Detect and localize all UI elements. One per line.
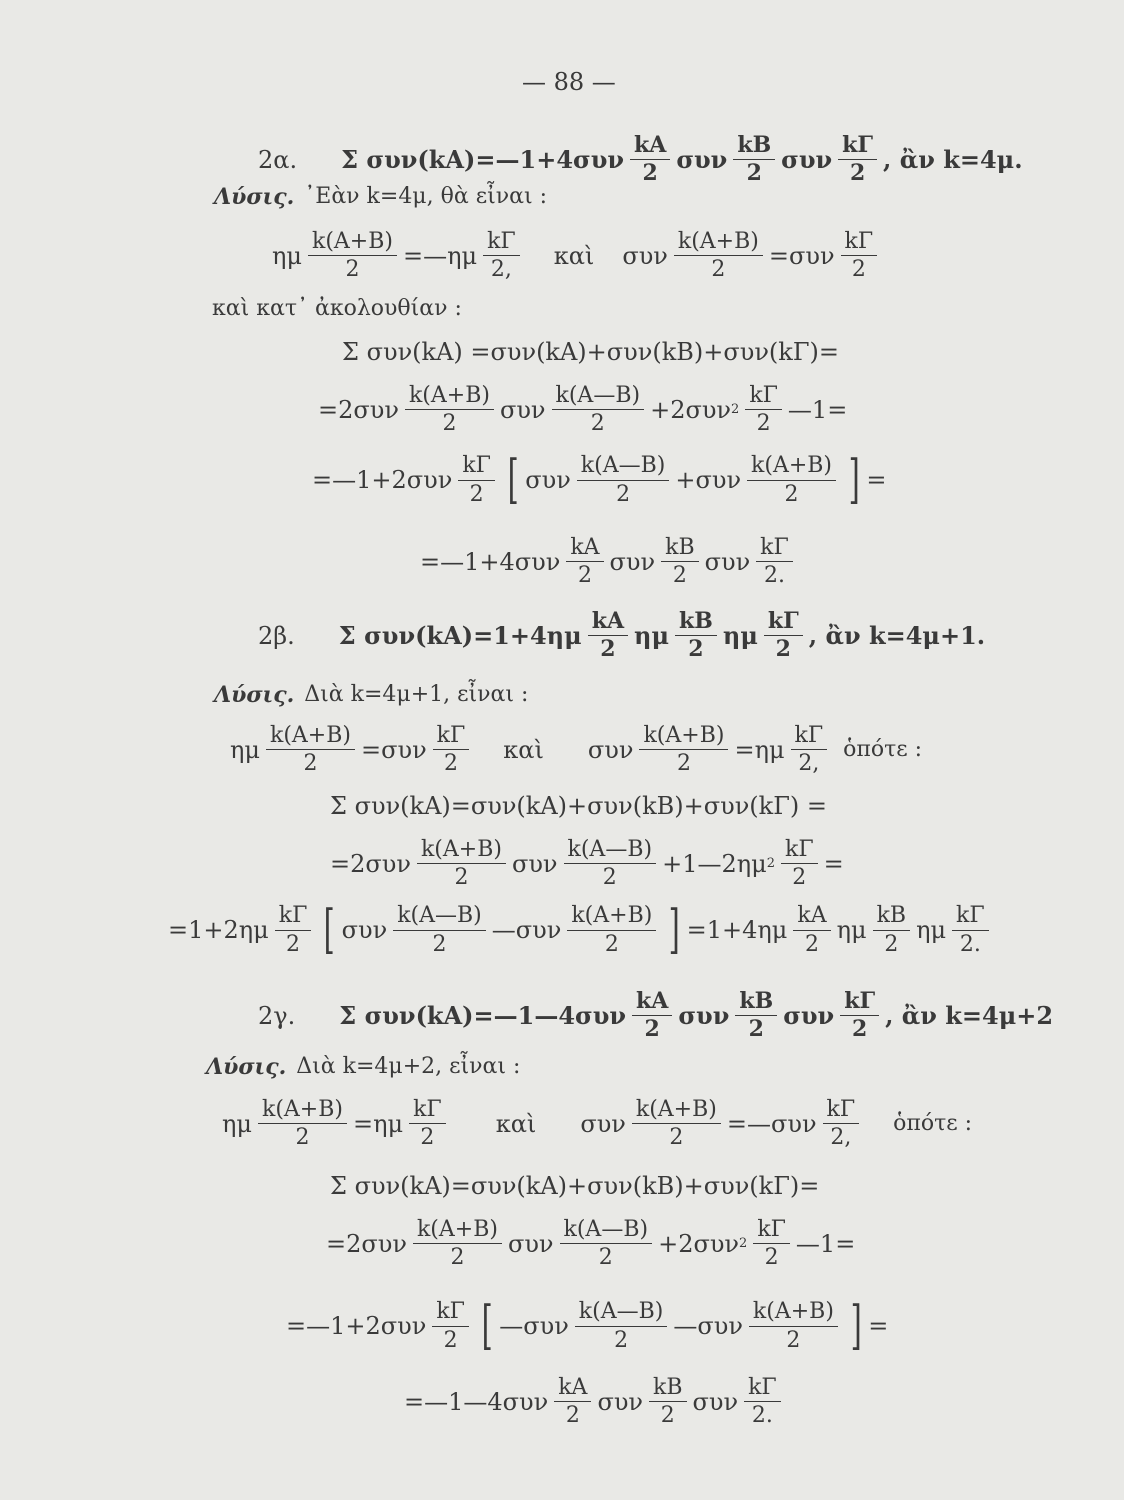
fraction: $\frac{kA}{2}$ (566, 536, 603, 587)
fraction: $\frac{k\Gamma}{2}$ (745, 384, 782, 435)
condition-text: , ἂν k=4μ. (883, 144, 1023, 174)
fraction: $\frac{k\Gamma}{2}$ (433, 724, 470, 775)
fraction: $\frac{k(A+B)}{2}$ (567, 904, 656, 955)
title-text: συν (783, 1000, 835, 1030)
section-2b-eq3: =1+2ημ $\frac{k\Gamma}{2}$ [ συν $\frac{k(A—B)}{2}$ —συν $\frac{k(A+B)}{2}$ ] =1+4ημ $\frac{kA}{2}$ ημ $\frac{kB}{2}$ ημ $\frac{k\Gamma}{2.}$ (168, 904, 995, 956)
title-text: συν (781, 144, 833, 174)
section-2a-lysis (214, 186, 547, 208)
fraction: $\frac{k\Gamma}{2}$ (458, 454, 495, 505)
fraction: $\frac{k(A+B)}{2}$ (405, 384, 494, 435)
right-bracket: ] (668, 900, 681, 960)
lysis-text: Διὰ k=4μ+1, εἶναι : (304, 682, 529, 707)
page-number: — 88 — (522, 68, 616, 96)
left-bracket: [ (507, 450, 519, 510)
fraction: $\frac{k\Gamma}{2,}$ (823, 1098, 860, 1149)
section-label: 2γ. (258, 1001, 296, 1030)
fraction: $\frac{kA}{2}$ (554, 1376, 591, 1427)
condition-text: , ἂν k=4μ+1. (808, 620, 986, 650)
fraction: $\frac{kB}{2}$ (873, 904, 911, 955)
right-bracket: ] (848, 450, 860, 510)
fraction: $\frac{k\Gamma}{2.}$ (744, 1376, 781, 1427)
section-label: 2α. (258, 145, 298, 174)
lysis-text: Διὰ k=4μ+2, εἶναι : (296, 1054, 521, 1079)
fraction: $\frac{k\Gamma}{2.}$ (952, 904, 989, 955)
fraction: $\frac{k(A+B)}{2}$ (747, 454, 836, 505)
right-bracket: ] (850, 1296, 862, 1356)
fraction: $\frac{k(A—B)}{2}$ (564, 838, 657, 889)
fraction: $\frac{k\Gamma}{2.}$ (756, 536, 793, 587)
left-bracket: [ (323, 900, 336, 960)
fraction: $\frac{k(A—B)}{2}$ (552, 384, 645, 435)
fraction: $\frac{kA}{2}$ (588, 610, 628, 661)
lysis-label: Λύσις. (214, 184, 295, 210)
title-text: Σ συν(kA)=—1+4συν (341, 144, 625, 174)
fraction: $\frac{k(A—B)}{2}$ (393, 904, 486, 955)
fraction: $\frac{k\Gamma}{2}$ (840, 990, 879, 1041)
fraction: $\frac{k\Gamma}{2}$ (753, 1218, 790, 1269)
fraction: $\frac{k\Gamma}{2,}$ (791, 724, 828, 775)
section-label: 2β. (258, 621, 295, 650)
section-2b-eq2: =2συν $\frac{k(A+B)}{2}$ συν $\frac{k(A—B)}{2}$ +1—2ημ 2 $\frac{k\Gamma}{2}$ = (330, 837, 844, 891)
section-2b-lysis (214, 684, 528, 706)
fraction: $\frac{k(A—B)}{2}$ (577, 454, 670, 505)
section-2c-eq2: =2συν $\frac{k(A+B)}{2}$ συν $\frac{k(A—B)}{2}$ +2συν 2 $\frac{k\Gamma}{2}$ —1= (326, 1217, 856, 1271)
fraction: $\frac{k(A+B)}{2}$ (632, 1098, 721, 1149)
title-text: ημ (722, 620, 758, 650)
fraction: $\frac{kA}{2}$ (793, 904, 830, 955)
fraction: $\frac{k\Gamma}{2}$ (764, 610, 803, 661)
fraction: $\frac{k(A+B)}{2}$ (639, 724, 728, 775)
fraction: $\frac{k(A+B)}{2}$ (258, 1098, 347, 1149)
lysis-text: ᾽Εὰν k=4μ, θὰ εἶναι : (304, 184, 547, 209)
fraction: $\frac{k(A+B)}{2}$ (674, 230, 763, 281)
fraction: $\frac{k\Gamma}{2}$ (781, 838, 818, 889)
fraction: $\frac{k\Gamma}{2}$ (432, 1300, 469, 1351)
fraction: $\frac{kB}{2}$ (675, 610, 717, 661)
kai-kat-akolouthian: καὶ κατ᾽ ἀκολουθίαν : (212, 296, 462, 321)
fraction: $\frac{k(A+B)}{2}$ (749, 1300, 838, 1351)
section-2a-eq2: =2συν $\frac{k(A+B)}{2}$ συν $\frac{k(A—B)}{2}$ +2συν 2 $\frac{k\Gamma}{2}$ —1= (318, 383, 848, 437)
fraction: $\frac{k(A+B)}{2}$ (308, 230, 397, 281)
title-text: συν (676, 144, 728, 174)
fraction: $\frac{k(A+B)}{2}$ (417, 838, 506, 889)
fraction: $\frac{k\Gamma}{2}$ (275, 904, 312, 955)
title-text: Σ συν(kA)=1+4ημ (338, 620, 582, 650)
fraction: $\frac{kB}{2}$ (733, 134, 775, 185)
fraction: $\frac{k\Gamma}{2}$ (841, 230, 878, 281)
fraction: $\frac{kA}{2}$ (632, 990, 672, 1041)
section-2a-eq4: =—1+4συν $\frac{kA}{2}$ συν $\frac{kB}{2}$ συν $\frac{k\Gamma}{2.}$ (420, 536, 799, 587)
section-2a-eq1: Σ συν(kA) =συν(kA)+συν(kB)+συν(kΓ)= (342, 338, 839, 366)
title-text: Σ συν(kA)=—1—4συν (339, 1000, 627, 1030)
left-bracket: [ (481, 1296, 493, 1356)
fraction: $\frac{k(A+B)}{2}$ (266, 724, 355, 775)
section-2c-eq1: Σ συν(kA)=συν(kA)+συν(kB)+συν(kΓ)= (330, 1172, 820, 1200)
fraction: $\frac{k(A+B)}{2}$ (413, 1218, 502, 1269)
section-2a-eq3: =—1+2συν $\frac{k\Gamma}{2}$ [ συν $\frac{k(A—B)}{2}$ +συν $\frac{k(A+B)}{2}$ ] = (312, 450, 887, 510)
section-2a-title (258, 134, 1023, 185)
section-2c-eq4: =—1—4συν $\frac{kA}{2}$ συν $\frac{kB}{2}$ συν $\frac{k\Gamma}{2.}$ (404, 1376, 787, 1427)
condition-text: , ἂν k=4μ+2 (885, 1000, 1054, 1030)
section-2a-line1: ημ $\frac{k(A+B)}{2}$ =—ημ $\frac{k\Gamma}{2,}$ καὶ συν $\frac{k(A+B)}{2}$ =συν $\frac{k\Gamma}{2}$ (272, 230, 883, 281)
section-2b-line1: ημ $\frac{k(A+B)}{2}$ =συν $\frac{k\Gamma}{2}$ καὶ συν $\frac{k(A+B)}{2}$ =ημ $\frac{k\Gamma}{2,}$ ὁπότε : (230, 723, 923, 777)
fraction: $\frac{k\Gamma}{2}$ (838, 134, 877, 185)
fraction: $\frac{kA}{2}$ (630, 134, 670, 185)
fraction: $\frac{kB}{2}$ (661, 536, 699, 587)
section-2c-lysis (206, 1056, 520, 1078)
fraction: $\frac{k\Gamma}{2,}$ (483, 230, 520, 281)
section-2c-title (258, 990, 1053, 1041)
section-2b-title (258, 610, 985, 661)
lysis-label: Λύσις. (214, 682, 295, 708)
section-2b-eq1: Σ συν(kA)=συν(kA)+συν(kB)+συν(kΓ) = (330, 792, 827, 820)
lysis-label: Λύσις. (206, 1054, 287, 1080)
fraction: $\frac{kB}{2}$ (649, 1376, 687, 1427)
fraction: $\frac{kB}{2}$ (735, 990, 777, 1041)
section-2c-eq3: =—1+2συν $\frac{k\Gamma}{2}$ [ —συν $\frac{k(A—B)}{2}$ —συν $\frac{k(A+B)}{2}$ ] = (286, 1296, 889, 1356)
fraction: $\frac{k(A—B)}{2}$ (560, 1218, 653, 1269)
fraction: $\frac{k(A—B)}{2}$ (575, 1300, 668, 1351)
fraction: $\frac{k\Gamma}{2}$ (409, 1098, 446, 1149)
section-2c-line1: ημ $\frac{k(A+B)}{2}$ =ημ $\frac{k\Gamma}{2}$ καὶ συν $\frac{k(A+B)}{2}$ =—συν $\frac{k\Gamma}{2,}$ ὁπότε : (222, 1097, 973, 1151)
title-text: ημ (634, 620, 670, 650)
title-text: συν (678, 1000, 730, 1030)
